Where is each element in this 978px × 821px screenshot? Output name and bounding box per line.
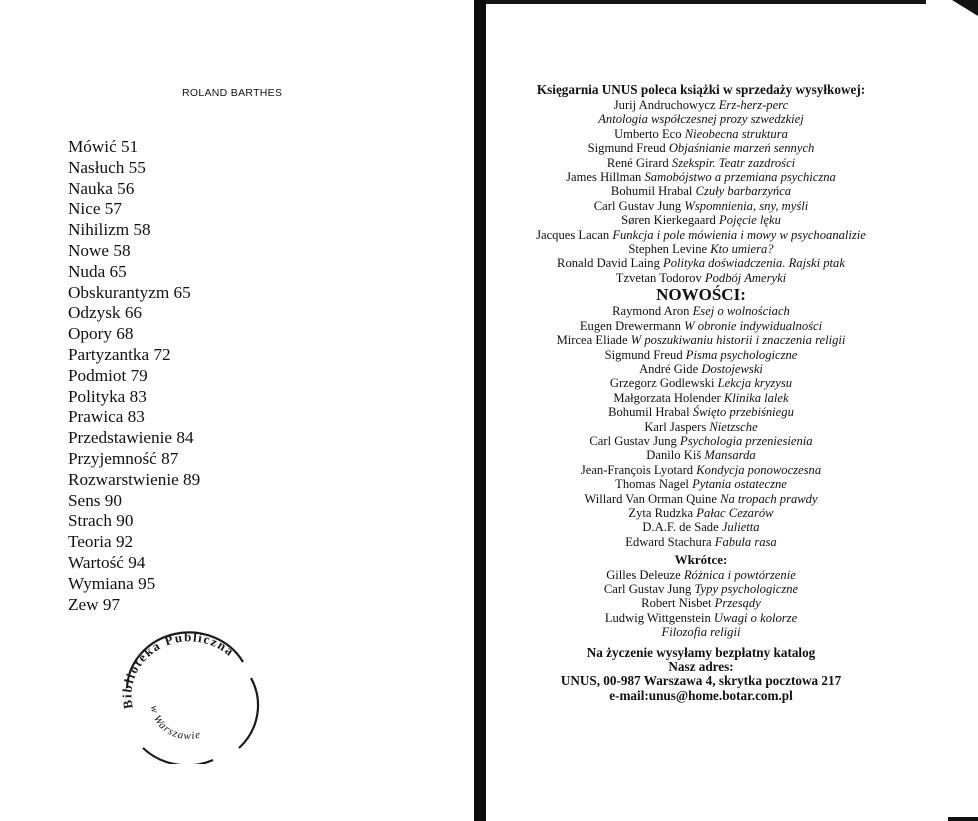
index-page-number: 83 xyxy=(129,386,147,406)
book-author: Søren Kierkegaard xyxy=(621,213,716,228)
book-title: Dostojewski xyxy=(701,361,763,376)
book-entry xyxy=(486,199,916,213)
index-term: Teoria xyxy=(68,532,112,552)
index-entry xyxy=(68,491,200,512)
book-title: Lekcja kryzysu xyxy=(717,376,793,391)
index-entry xyxy=(68,345,200,366)
ad-header: Księgarnia UNUS poleca książki w sprzedaży wysyłkowej: xyxy=(536,82,866,97)
index-term: Prawica xyxy=(68,407,124,427)
stamp-arc-bottom xyxy=(143,748,213,764)
book-title: Mansarda xyxy=(704,448,756,463)
index-entry xyxy=(68,532,200,553)
book-title: Czuły barbarzyńca xyxy=(695,184,792,199)
book-title: W poszukiwaniu historii i znaczenia religii xyxy=(630,333,846,348)
book-entry xyxy=(486,304,916,318)
book-title: Pisma psychologiczne xyxy=(685,347,798,362)
book-title: Nietzsche xyxy=(709,419,758,434)
book-title: Objaśnianie marzeń sennych xyxy=(668,141,815,156)
book-author: Jean-François Lyotard xyxy=(580,462,694,477)
book-entry xyxy=(486,520,916,534)
index-page-number: 65 xyxy=(109,261,127,281)
book-title: Klinika lalek xyxy=(723,390,789,405)
index-term: Obskurantyzm xyxy=(68,282,170,302)
address-label: Nasz adres: xyxy=(668,659,734,675)
index-entry xyxy=(68,407,200,428)
book-author: Karl Jaspers xyxy=(644,419,707,434)
book-entry xyxy=(486,256,916,270)
book-author: Sigmund Freud xyxy=(604,347,683,362)
book-title: Podbój Ameryki xyxy=(704,270,787,285)
index-page-number: 83 xyxy=(127,407,145,427)
book-title: Funkcja i pole mówienia i mowy w psychoanalizie xyxy=(612,227,866,242)
book-title: Na tropach prawdy xyxy=(720,491,818,506)
index-entry xyxy=(68,574,200,595)
book-title: Wspomnienia, sny, myśli xyxy=(684,198,809,213)
index-entry xyxy=(68,366,200,387)
book-title: W obronie indywidualności xyxy=(684,318,823,333)
index-term: Sens xyxy=(68,490,101,510)
index-entry xyxy=(68,595,200,616)
index-entry xyxy=(68,449,200,470)
book-entry xyxy=(486,568,916,582)
library-stamp xyxy=(113,628,261,764)
index-page-number: 87 xyxy=(161,448,179,468)
index-term: Podmiot xyxy=(68,365,127,385)
book-title: Fabula rasa xyxy=(714,534,777,549)
book-entry xyxy=(486,625,916,639)
recommended-books-list xyxy=(486,98,916,285)
book-entry xyxy=(486,463,916,477)
book-author: Małgorzata Holender xyxy=(613,390,721,405)
running-head: ROLAND BARTHES xyxy=(182,87,283,99)
index-entry xyxy=(68,428,200,449)
index-entry xyxy=(68,179,200,200)
book-author: Ludwig Wittgenstein xyxy=(604,610,711,625)
book-entry xyxy=(486,348,916,362)
book-title: Samobójstwo a przemiana psychiczna xyxy=(644,170,836,185)
book-title: Julietta xyxy=(721,520,760,535)
book-title: Pałac Cezarów xyxy=(696,505,774,520)
index-term: Nowe xyxy=(68,240,110,260)
index-page-number: 56 xyxy=(117,178,135,198)
postal-address: UNUS, 00-987 Warszawa 4, skrytka pocztowa 217 xyxy=(560,673,842,689)
book-author: Tzvetan Todorov xyxy=(615,270,702,285)
index-entry xyxy=(68,511,200,532)
book-entry xyxy=(486,611,916,625)
index-term: Opory xyxy=(68,324,112,344)
book-author: André Gide xyxy=(639,361,699,376)
index-entry xyxy=(68,283,200,304)
book-entry xyxy=(486,391,916,405)
index-entry xyxy=(68,158,200,179)
index-entry xyxy=(68,387,200,408)
index-page-number: 97 xyxy=(102,594,121,614)
stamp-inner-text: w Warszawie xyxy=(147,704,203,743)
stamp-outer-text: Biblioteka Publiczna xyxy=(119,629,238,711)
book-author: Eugen Drewermann xyxy=(579,318,681,333)
index-entry xyxy=(68,199,200,220)
book-entry xyxy=(486,582,916,596)
book-entry xyxy=(486,112,916,126)
book-author: Willard Van Orman Quine xyxy=(584,491,717,506)
index-page-number: 65 xyxy=(173,282,191,302)
new-books-list xyxy=(486,304,916,549)
book-author: Grzegorz Godlewski xyxy=(609,376,715,391)
index-list xyxy=(68,137,200,615)
book-entry xyxy=(486,333,916,347)
left-page xyxy=(0,0,474,821)
index-term: Nihilizm xyxy=(68,220,130,240)
catalog-note: Na życzenie wysyłamy bezpłatny katalog xyxy=(586,644,816,660)
right-page xyxy=(486,0,978,821)
book-title: Święto przebiśniegu xyxy=(692,405,794,420)
index-page-number: 55 xyxy=(128,157,146,177)
index-term: Rozwarstwienie xyxy=(68,469,179,489)
index-page-number: 94 xyxy=(128,552,146,572)
book-entry xyxy=(486,271,916,285)
book-title: Nieobecna struktura xyxy=(684,126,788,141)
index-page-number: 57 xyxy=(104,199,122,219)
index-page-number: 92 xyxy=(115,532,134,552)
book-author: Edward Stachura xyxy=(625,534,712,549)
book-author: Sigmund Freud xyxy=(587,141,666,156)
index-term: Zew xyxy=(68,594,99,614)
book-author: Gilles Deleuze xyxy=(606,567,681,582)
svg-text:w Warszawie xyxy=(148,705,203,743)
book-entry xyxy=(486,434,916,448)
index-entry xyxy=(68,303,200,324)
book-author: Robert Nisbet xyxy=(641,596,712,611)
book-title: Pojęcie lęku xyxy=(719,213,781,228)
book-entry xyxy=(486,228,916,242)
book-entry xyxy=(486,127,916,141)
book-entry xyxy=(486,319,916,333)
index-page-number: 58 xyxy=(113,240,131,260)
book-entry xyxy=(486,213,916,227)
book-author: Carl Gustav Jung xyxy=(603,582,692,596)
book-entry xyxy=(486,170,916,184)
book-author: Zyta Rudzka xyxy=(628,505,694,520)
book-entry xyxy=(486,362,916,376)
index-term: Przyjemność xyxy=(68,448,157,468)
index-term: Nice xyxy=(68,199,101,219)
index-page-number: 90 xyxy=(116,511,134,531)
book-author: Stephen Levine xyxy=(628,242,708,257)
index-page-number: 84 xyxy=(176,428,194,448)
book-author: Jurij Andruchowycz xyxy=(613,98,716,112)
index-page-number: 51 xyxy=(121,137,139,156)
book-author: Bohumil Hrabal xyxy=(608,405,690,420)
book-gutter xyxy=(474,0,486,821)
index-page-number: 95 xyxy=(138,573,156,593)
book-author: Mircea Eliade xyxy=(556,333,628,348)
index-page-number: 89 xyxy=(183,469,201,489)
book-title: Erz-herz-perc xyxy=(718,98,789,112)
index-entry xyxy=(68,137,200,158)
book-author: Thomas Nagel xyxy=(615,477,689,492)
stamp-arc-right xyxy=(239,678,258,748)
coming-soon-heading: Wkrótce: xyxy=(674,552,728,568)
book-entry xyxy=(486,492,916,506)
index-entry xyxy=(68,470,200,491)
book-author: Raymond Aron xyxy=(612,304,690,319)
book-entry xyxy=(486,420,916,434)
index-entry xyxy=(68,262,200,283)
index-term: Nauka xyxy=(68,178,113,198)
book-author: James Hillman xyxy=(566,170,642,185)
book-author: Danilo Kiš xyxy=(646,448,702,463)
index-term: Przedstawienie xyxy=(68,428,173,448)
book-entry xyxy=(486,506,916,520)
book-author: Carl Gustav Jung xyxy=(589,433,677,448)
email-address: e-mail:unus@home.botar.com.pl xyxy=(609,687,793,703)
index-page-number: 68 xyxy=(116,324,134,344)
index-entry xyxy=(68,241,200,262)
index-term: Partyzantka xyxy=(68,344,150,364)
book-author: René Girard xyxy=(606,155,669,170)
book-author: D.A.F. de Sade xyxy=(642,520,719,535)
index-page-number: 90 xyxy=(104,490,122,510)
book-entry xyxy=(486,596,916,610)
book-title: Antologia współczesnej prozy szwedzkiej xyxy=(598,112,804,127)
index-term: Polityka xyxy=(68,386,126,406)
index-term: Odzysk xyxy=(68,303,121,323)
index-entry xyxy=(68,553,200,574)
book-title: Psychologia przeniesienia xyxy=(680,433,813,448)
index-page-number: 72 xyxy=(153,344,171,364)
book-title: Typy psychologiczne xyxy=(694,582,799,596)
book-title: Kondycja ponowoczesna xyxy=(696,462,822,477)
bookstore-advertisement xyxy=(486,82,916,703)
book-entry xyxy=(486,535,916,549)
index-term: Nasłuch xyxy=(68,157,125,177)
book-entry xyxy=(486,141,916,155)
index-term: Wymiana xyxy=(68,573,134,593)
book-entry xyxy=(486,242,916,256)
book-entry xyxy=(486,448,916,462)
index-entry xyxy=(68,220,200,241)
index-page-number: 79 xyxy=(130,365,148,385)
index-term: Wartość xyxy=(68,552,124,572)
index-term: Mówić xyxy=(68,137,117,156)
book-title: Przesądy xyxy=(714,596,761,611)
book-title: Szekspir. Teatr zazdrości xyxy=(671,155,796,170)
book-author: Carl Gustav Jung xyxy=(593,198,682,213)
book-entry xyxy=(486,477,916,491)
index-page-number: 58 xyxy=(133,220,151,240)
book-title: Różnica i powtórzenie xyxy=(683,567,796,582)
book-title: Pytania ostateczne xyxy=(692,477,787,492)
book-author: Umberto Eco xyxy=(614,126,682,141)
book-author: Bohumil Hrabal xyxy=(610,184,693,199)
index-page-number: 66 xyxy=(124,303,142,323)
book-entry xyxy=(486,405,916,419)
index-entry xyxy=(68,324,200,345)
book-title: Esej o wolnościach xyxy=(692,304,790,319)
book-title: Filozofia religii xyxy=(661,625,741,640)
book-title: Polityka doświadczenia. Rajski ptak xyxy=(663,256,845,271)
book-title: Kto umiera? xyxy=(710,242,774,257)
book-entry xyxy=(486,376,916,390)
book-title: Uwagi o kolorze xyxy=(713,610,798,625)
book-entry xyxy=(486,98,916,112)
book-author: Ronald David Laing xyxy=(557,256,660,271)
new-titles-heading: NOWOŚCI: xyxy=(656,285,746,305)
book-author: Jacques Lacan xyxy=(536,227,610,242)
index-term: Nuda xyxy=(68,261,106,281)
coming-soon-list xyxy=(486,568,916,640)
index-term: Strach xyxy=(68,511,112,531)
book-entry xyxy=(486,156,916,170)
book-entry xyxy=(486,184,916,198)
